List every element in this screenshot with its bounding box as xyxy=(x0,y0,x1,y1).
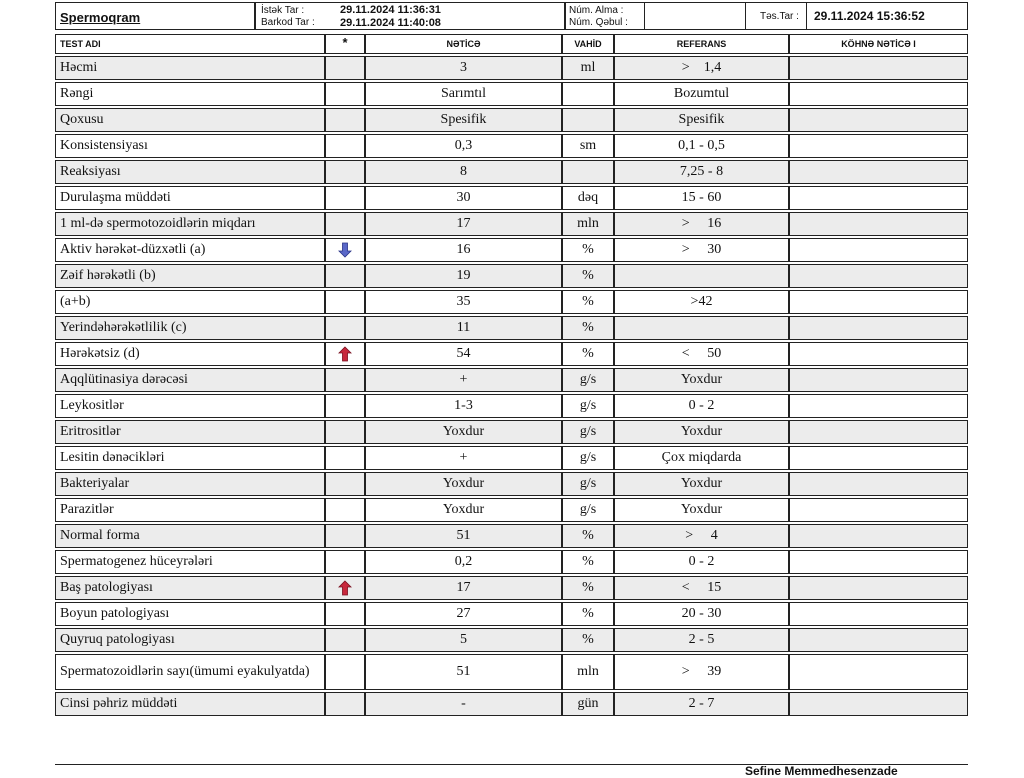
col-flag: * xyxy=(325,34,365,54)
old-result-cell xyxy=(789,316,968,340)
table-row xyxy=(55,654,968,690)
test-name-cell: Durulaşma müddəti xyxy=(55,186,325,210)
test-name-cell: Eritrositlər xyxy=(55,420,325,444)
old-result-cell xyxy=(789,420,968,444)
unit-cell: % xyxy=(562,628,614,652)
tes-divider xyxy=(806,3,807,29)
old-result-cell xyxy=(789,134,968,158)
unit-cell: % xyxy=(562,602,614,626)
old-result-cell xyxy=(789,264,968,288)
results-table xyxy=(55,32,968,718)
reference-cell: 0 - 2 xyxy=(614,550,789,574)
table-row xyxy=(55,82,968,106)
reference-cell: > 1,4 xyxy=(614,56,789,80)
reference-cell: > 16 xyxy=(614,212,789,236)
old-result-cell xyxy=(789,550,968,574)
old-result-cell xyxy=(789,186,968,210)
table-row xyxy=(55,628,968,652)
unit-cell xyxy=(562,82,614,106)
result-cell: 17 xyxy=(365,212,562,236)
result-cell: Spesifik xyxy=(365,108,562,132)
table-row xyxy=(55,692,968,716)
signer-name: Sefine Memmedhesenzade xyxy=(745,764,898,778)
col-test-name: TEST ADI xyxy=(55,34,325,54)
result-cell: 16 xyxy=(365,238,562,262)
test-name-cell: Boyun patologiyası xyxy=(55,602,325,626)
unit-cell: mln xyxy=(562,212,614,236)
unit-cell: g/s xyxy=(562,394,614,418)
old-result-cell xyxy=(789,56,968,80)
test-name-cell: Parazitlər xyxy=(55,498,325,522)
table-row xyxy=(55,576,968,600)
flag-cell xyxy=(325,692,365,716)
test-name-cell: Cinsi pəhriz müddəti xyxy=(55,692,325,716)
result-cell: + xyxy=(365,446,562,470)
flag-cell xyxy=(325,368,365,392)
arrow-down-icon xyxy=(338,242,352,258)
test-name-cell: Baş patologiyası xyxy=(55,576,325,600)
result-cell: 51 xyxy=(365,524,562,548)
flag-cell xyxy=(325,576,365,600)
reference-cell xyxy=(614,264,789,288)
old-result-cell xyxy=(789,628,968,652)
table-row xyxy=(55,420,968,444)
flag-cell xyxy=(325,394,365,418)
test-name-cell: Spermatogenez hüceyrələri xyxy=(55,550,325,574)
reference-cell: Yoxdur xyxy=(614,472,789,496)
result-cell: Yoxdur xyxy=(365,472,562,496)
flag-cell xyxy=(325,212,365,236)
reference-cell: 15 - 60 xyxy=(614,186,789,210)
col-unit: VAHİD xyxy=(562,34,614,54)
flag-cell xyxy=(325,264,365,288)
flag-cell xyxy=(325,108,365,132)
barkod-label: Barkod Tar : xyxy=(261,17,315,28)
reference-cell: > 30 xyxy=(614,238,789,262)
table-row xyxy=(55,524,968,548)
result-cell: 8 xyxy=(365,160,562,184)
old-result-cell xyxy=(789,524,968,548)
result-cell: 1-3 xyxy=(365,394,562,418)
reference-cell: 2 - 7 xyxy=(614,692,789,716)
test-name-cell: Yerindəhərəkətlilik (c) xyxy=(55,316,325,340)
reference-cell: Yoxdur xyxy=(614,498,789,522)
test-name-cell: Aqqlütinasiya dərəcəsi xyxy=(55,368,325,392)
table-row xyxy=(55,602,968,626)
reference-cell: 20 - 30 xyxy=(614,602,789,626)
unit-cell: g/s xyxy=(562,446,614,470)
flag-cell xyxy=(325,524,365,548)
result-cell: 0,3 xyxy=(365,134,562,158)
test-name-cell: Zəif hərəkətli (b) xyxy=(55,264,325,288)
barkod-value: 29.11.2024 11:40:08 xyxy=(340,17,441,29)
test-name-cell: Spermatozoidlərin sayı(ümumi eyakulyatda) xyxy=(55,654,325,690)
report-header xyxy=(55,2,968,32)
result-cell: + xyxy=(365,368,562,392)
test-name-cell: Qoxusu xyxy=(55,108,325,132)
reference-cell: Bozumtul xyxy=(614,82,789,106)
unit-cell: mln xyxy=(562,654,614,690)
reference-cell: Yoxdur xyxy=(614,420,789,444)
table-header-row xyxy=(55,34,968,54)
unit-cell: ml xyxy=(562,56,614,80)
reference-cell: 0 - 2 xyxy=(614,394,789,418)
table-row xyxy=(55,316,968,340)
test-name-cell: Konsistensiyası xyxy=(55,134,325,158)
report-sheet xyxy=(55,0,968,778)
tes-box xyxy=(745,2,968,30)
result-cell: 51 xyxy=(365,654,562,690)
flag-cell xyxy=(325,628,365,652)
reference-cell: Çox miqdarda xyxy=(614,446,789,470)
reference-cell: 0,1 - 0,5 xyxy=(614,134,789,158)
test-name-cell: Normal forma xyxy=(55,524,325,548)
result-cell: 17 xyxy=(365,576,562,600)
unit-cell: % xyxy=(562,576,614,600)
result-cell: 35 xyxy=(365,290,562,314)
table-row xyxy=(55,108,968,132)
unit-cell: sm xyxy=(562,134,614,158)
test-name-cell: Leykositlər xyxy=(55,394,325,418)
result-cell: 19 xyxy=(365,264,562,288)
table-row xyxy=(55,394,968,418)
col-old-result: KÖHNƏ NƏTİCƏ I xyxy=(789,34,968,54)
old-result-cell xyxy=(789,212,968,236)
unit-cell: g/s xyxy=(562,472,614,496)
flag-cell xyxy=(325,550,365,574)
table-row xyxy=(55,446,968,470)
result-cell: 27 xyxy=(365,602,562,626)
test-name-cell: Aktiv hərəkət-düzxətli (a) xyxy=(55,238,325,262)
old-result-cell xyxy=(789,368,968,392)
flag-cell xyxy=(325,186,365,210)
unit-cell: gün xyxy=(562,692,614,716)
unit-cell: % xyxy=(562,264,614,288)
num-qebul-label: Núm. Qəbul : xyxy=(569,17,628,28)
reference-cell: > 4 xyxy=(614,524,789,548)
test-name-cell: Rəngi xyxy=(55,82,325,106)
tes-value: 29.11.2024 15:36:52 xyxy=(814,9,925,23)
table-row xyxy=(55,550,968,574)
arrow-up-icon xyxy=(338,580,352,596)
old-result-cell xyxy=(789,394,968,418)
table-body xyxy=(55,56,968,716)
flag-cell xyxy=(325,602,365,626)
istek-value: 29.11.2024 11:36:31 xyxy=(340,4,441,16)
result-cell: 30 xyxy=(365,186,562,210)
unit-cell: % xyxy=(562,238,614,262)
col-result: NƏTİCƏ xyxy=(365,34,562,54)
result-cell: - xyxy=(365,692,562,716)
istek-label: İstək Tar : xyxy=(261,5,305,16)
reference-cell: < 50 xyxy=(614,342,789,366)
result-cell: Sarımtıl xyxy=(365,82,562,106)
old-result-cell xyxy=(789,342,968,366)
test-name-cell: Hərəkətsiz (d) xyxy=(55,342,325,366)
unit-cell: dəq xyxy=(562,186,614,210)
result-cell: Yoxdur xyxy=(365,420,562,444)
flag-cell xyxy=(325,420,365,444)
reference-cell xyxy=(614,316,789,340)
unit-cell xyxy=(562,160,614,184)
old-result-cell xyxy=(789,290,968,314)
report-title: Spermoqram xyxy=(60,10,141,25)
result-cell: Yoxdur xyxy=(365,498,562,522)
test-name-cell: Lesitin dənəcikləri xyxy=(55,446,325,470)
test-name-cell: Reaksiyası xyxy=(55,160,325,184)
flag-cell xyxy=(325,82,365,106)
test-name-cell: Quyruq patologiyası xyxy=(55,628,325,652)
old-result-cell xyxy=(789,692,968,716)
result-cell: 0,2 xyxy=(365,550,562,574)
unit-cell: g/s xyxy=(562,368,614,392)
flag-cell xyxy=(325,342,365,366)
reference-cell: > 39 xyxy=(614,654,789,690)
unit-cell: % xyxy=(562,316,614,340)
old-result-cell xyxy=(789,498,968,522)
flag-cell xyxy=(325,498,365,522)
table-row xyxy=(55,290,968,314)
old-result-cell xyxy=(789,472,968,496)
unit-cell: % xyxy=(562,290,614,314)
result-cell: 54 xyxy=(365,342,562,366)
flag-cell xyxy=(325,654,365,690)
flag-cell xyxy=(325,316,365,340)
numbers-divider xyxy=(644,3,645,29)
reference-cell: < 15 xyxy=(614,576,789,600)
unit-cell: % xyxy=(562,550,614,574)
result-cell: 3 xyxy=(365,56,562,80)
old-result-cell xyxy=(789,82,968,106)
tes-label: Təs.Tar : xyxy=(760,11,799,22)
unit-cell: % xyxy=(562,524,614,548)
dates-box xyxy=(255,2,565,30)
old-result-cell xyxy=(789,576,968,600)
table-row xyxy=(55,498,968,522)
test-name-cell: 1 ml-də spermotozoidlərin miqdarı xyxy=(55,212,325,236)
table-row xyxy=(55,56,968,80)
result-cell: 11 xyxy=(365,316,562,340)
flag-cell xyxy=(325,56,365,80)
table-row xyxy=(55,238,968,262)
table-row xyxy=(55,368,968,392)
table-row xyxy=(55,212,968,236)
unit-cell: % xyxy=(562,342,614,366)
arrow-up-icon xyxy=(338,346,352,362)
old-result-cell xyxy=(789,238,968,262)
num-alma-label: Núm. Alma : xyxy=(569,5,624,16)
reference-cell: 2 - 5 xyxy=(614,628,789,652)
table-row xyxy=(55,134,968,158)
table-row xyxy=(55,264,968,288)
title-box xyxy=(55,2,255,30)
old-result-cell xyxy=(789,602,968,626)
reference-cell: Yoxdur xyxy=(614,368,789,392)
table-row xyxy=(55,160,968,184)
unit-cell: g/s xyxy=(562,420,614,444)
result-cell: 5 xyxy=(365,628,562,652)
col-reference: REFERANS xyxy=(614,34,789,54)
reference-cell: Spesifik xyxy=(614,108,789,132)
flag-cell xyxy=(325,238,365,262)
flag-cell xyxy=(325,134,365,158)
table-row xyxy=(55,186,968,210)
test-name-cell: (a+b) xyxy=(55,290,325,314)
test-name-cell: Bakteriyalar xyxy=(55,472,325,496)
table-row xyxy=(55,472,968,496)
old-result-cell xyxy=(789,446,968,470)
old-result-cell xyxy=(789,160,968,184)
unit-cell: g/s xyxy=(562,498,614,522)
reference-cell: >42 xyxy=(614,290,789,314)
old-result-cell xyxy=(789,654,968,690)
reference-cell: 7,25 - 8 xyxy=(614,160,789,184)
flag-cell xyxy=(325,446,365,470)
flag-cell xyxy=(325,290,365,314)
unit-cell xyxy=(562,108,614,132)
flag-cell xyxy=(325,472,365,496)
flag-cell xyxy=(325,160,365,184)
old-result-cell xyxy=(789,108,968,132)
test-name-cell: Həcmi xyxy=(55,56,325,80)
table-row xyxy=(55,342,968,366)
